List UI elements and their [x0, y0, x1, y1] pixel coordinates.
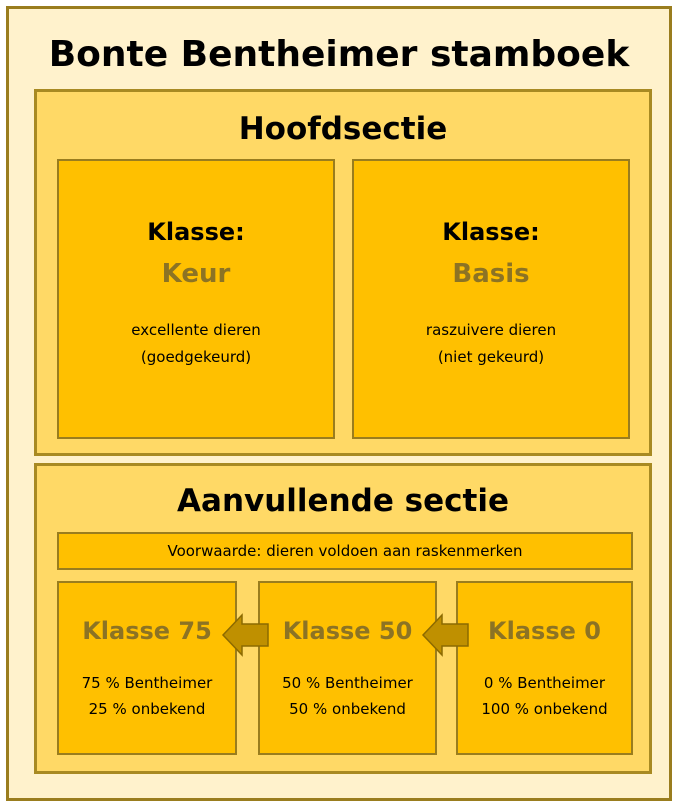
- condition-banner: Voorwaarde: dieren voldoen aan raskenmerken: [57, 532, 633, 570]
- class-description-line: 100 % onbekend: [481, 700, 608, 718]
- class-box-basis: [352, 159, 630, 439]
- class-description: [59, 317, 333, 371]
- stamboek-diagram: [6, 6, 672, 801]
- class-box-keur: [57, 159, 335, 439]
- class-description: [458, 670, 631, 722]
- class-description: [59, 670, 235, 722]
- class-description-line: (goedgekeurd): [140, 348, 252, 366]
- class-description: [260, 670, 435, 722]
- class-description-line: raszuivere dieren: [425, 321, 557, 339]
- class-box-50: [258, 581, 437, 755]
- class-description-line: 0 % Bentheimer: [483, 674, 606, 692]
- class-description: [354, 317, 628, 371]
- class-box-75: [57, 581, 237, 755]
- extra-section: [34, 463, 652, 774]
- class-description-line: 25 % onbekend: [88, 700, 206, 718]
- class-box-0: [456, 581, 633, 755]
- main-section-title: Hoofdsectie: [238, 111, 448, 147]
- class-description-line: excellente dieren: [131, 321, 261, 339]
- class-name: Keur: [161, 259, 231, 289]
- class-name: Klasse 75: [82, 617, 212, 645]
- class-description-line: 50 % Bentheimer: [282, 674, 413, 692]
- class-name: Basis: [452, 259, 530, 289]
- class-name: Klasse 50: [282, 617, 413, 645]
- class-label: Klasse:: [442, 218, 540, 246]
- arrow-left-icon: [221, 612, 271, 658]
- diagram-title: Bonte Bentheimer stamboek: [48, 34, 630, 75]
- class-name: Klasse 0: [488, 617, 601, 645]
- main-section: [34, 89, 652, 456]
- extra-section-title: Aanvullende sectie: [177, 483, 509, 519]
- class-description-line: 50 % onbekend: [289, 700, 406, 718]
- class-description-line: (niet gekeurd): [437, 348, 545, 366]
- arrow-left-icon: [421, 612, 471, 658]
- class-description-line: 75 % Bentheimer: [81, 674, 213, 692]
- class-label: Klasse:: [147, 218, 245, 246]
